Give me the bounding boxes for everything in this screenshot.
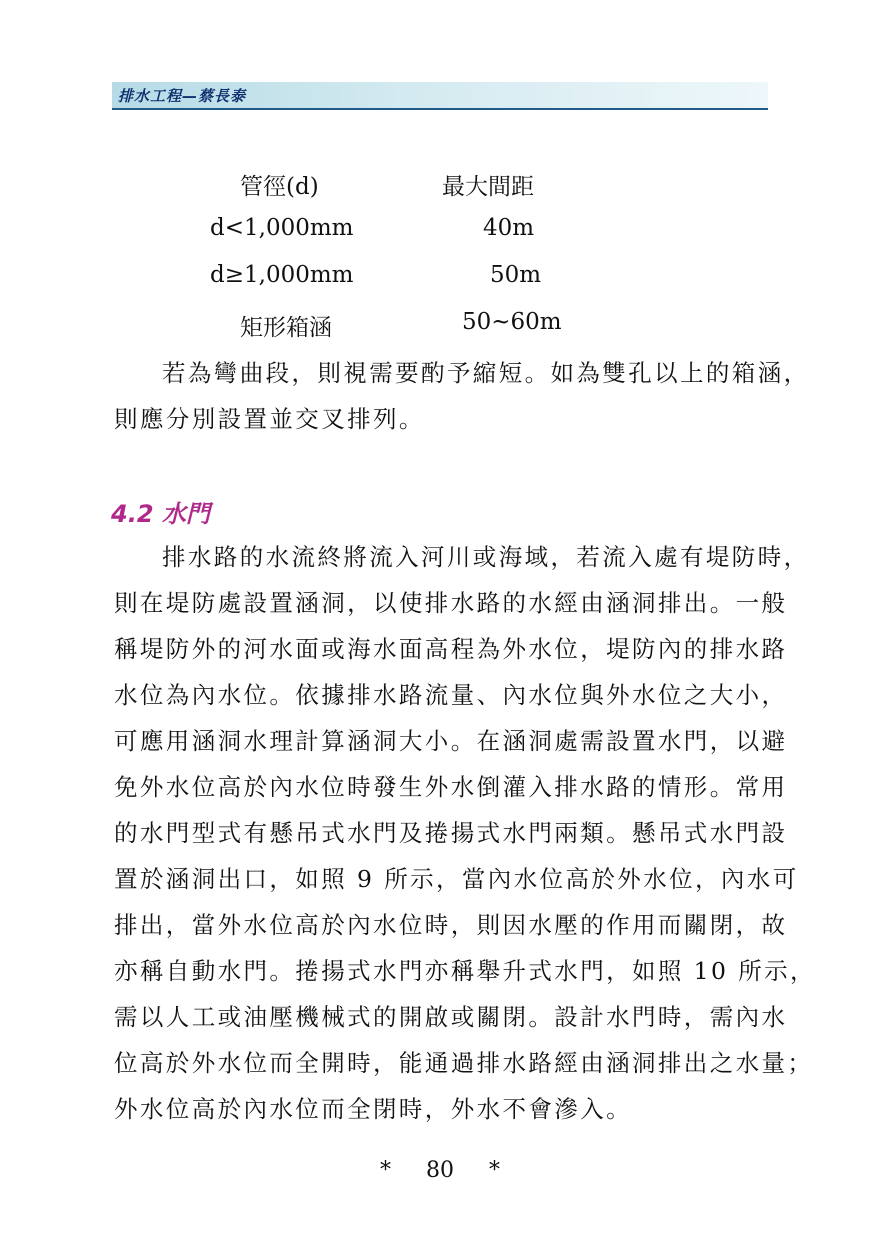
table-cell-diameter: d<1,000mm: [210, 215, 354, 241]
footer-marker-right: *: [489, 1158, 500, 1183]
paragraph-line: 亦稱自動水門。捲揚式水門亦稱舉升式水門，如照 10 所示，: [114, 957, 816, 985]
paragraph-curved-sections: [114, 354, 810, 446]
table-cell-diameter: d≥1,000mm: [210, 262, 354, 288]
running-header-title: 排水工程—蔡長泰: [118, 87, 247, 105]
table-cell-spacing: 50m: [490, 262, 542, 288]
paragraph-line: 免外水位高於內水位時發生外水倒灌入排水路的情形。常用: [114, 773, 788, 801]
page-footer: [0, 1158, 880, 1183]
paragraph-line: 則在堤防處設置涵洞，以使排水路的水經由涵洞排出。一般: [114, 589, 788, 617]
running-header: [112, 82, 768, 110]
section-heading: [111, 494, 210, 529]
table-cell-diameter: 矩形箱涵: [240, 315, 332, 341]
paragraph-line: 稱堤防外的河水面或海水面高程為外水位，堤防內的排水路: [114, 635, 788, 663]
paragraph-line: 可應用涵洞水理計算涵洞大小。在涵洞處需設置水門，以避: [114, 727, 788, 755]
paragraph-line: 位高於外水位而全開時，能通過排水路經由涵洞排出之水量；: [114, 1049, 814, 1077]
paragraph-line: 水位為內水位。依據排水路流量、內水位與外水位之大小，: [114, 681, 788, 709]
table-cell-spacing: 50~60m: [462, 309, 562, 335]
paragraph-line: 若為彎曲段，則視需要酌予縮短。如為雙孔以上的箱涵，: [162, 359, 810, 387]
paragraph-line: 置於涵洞出口，如照 9 所示，當內水位高於外水位，內水可: [114, 865, 799, 893]
paragraph-line: 外水位高於內水位而全閉時，外水不會滲入。: [114, 1095, 632, 1123]
page-number: 80: [426, 1158, 454, 1183]
paragraph-sluice-gates: [114, 538, 816, 1136]
paragraph-line: 則應分別設置並交叉排列。: [114, 405, 425, 433]
section-title: 水門: [161, 500, 210, 528]
table-header-diameter: 管徑(d): [240, 174, 319, 200]
paragraph-line: 排水路的水流終將流入河川或海域，若流入處有堤防時，: [162, 543, 810, 571]
paragraph-line: 需以人工或油壓機械式的開啟或關閉。設計水門時，需內水: [114, 1003, 788, 1031]
table-header-max-spacing: 最大間距: [442, 174, 534, 200]
paragraph-line: 排出，當外水位高於內水位時，則因水壓的作用而關閉，故: [114, 911, 788, 939]
footer-marker-left: *: [380, 1158, 391, 1183]
table-cell-spacing: 40m: [483, 215, 535, 241]
paragraph-line: 的水門型式有懸吊式水門及捲揚式水門兩類。懸吊式水門設: [114, 819, 788, 847]
section-number: 4.2: [111, 500, 154, 528]
